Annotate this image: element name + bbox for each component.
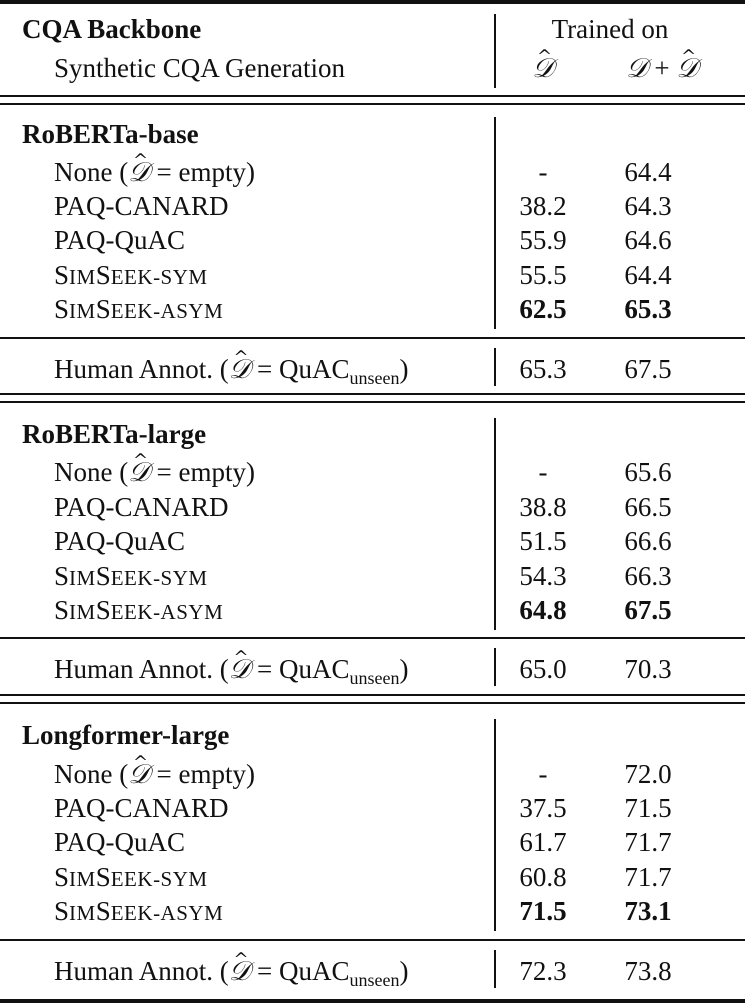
column-separator bbox=[494, 117, 496, 329]
section-2-double-rule-lower bbox=[0, 702, 745, 704]
cell-d-hat: 55.5 bbox=[519, 260, 567, 290]
sc-letter: S bbox=[95, 862, 111, 892]
top-rule bbox=[0, 0, 745, 4]
row-label-simseek-sym bbox=[54, 860, 208, 894]
sc-letter: S bbox=[95, 260, 111, 290]
cell-d-hat: 72.3 bbox=[519, 956, 567, 986]
human-prefix: Human Annot. ( bbox=[54, 956, 229, 986]
cell-d-hat: 51.5 bbox=[519, 526, 567, 556]
cell-d-hat: 54.3 bbox=[519, 561, 567, 591]
cell-d-plus-d-hat: 70.3 bbox=[624, 654, 672, 684]
sc-letter: S bbox=[54, 862, 70, 892]
bottom-rule bbox=[0, 999, 745, 1003]
sc-suffix: -ASYM bbox=[153, 901, 224, 925]
row-label-human-annot bbox=[54, 352, 409, 386]
section-2-double-rule-upper bbox=[0, 694, 745, 696]
none-suffix: = empty) bbox=[149, 759, 255, 789]
header-trained-on: Trained on bbox=[551, 14, 669, 44]
none-prefix: None ( bbox=[54, 759, 129, 789]
none-suffix: = empty) bbox=[149, 457, 255, 487]
subscript-unseen: unseen bbox=[349, 668, 400, 688]
section-1-double-rule-lower bbox=[0, 401, 745, 403]
row-label-simseek-asym bbox=[54, 292, 223, 326]
sc-letter: S bbox=[95, 294, 111, 324]
sc-letters: EEK bbox=[110, 600, 154, 624]
sc-letter: S bbox=[54, 595, 70, 625]
sc-letter: S bbox=[95, 595, 111, 625]
cell-d-hat: 38.8 bbox=[519, 492, 567, 522]
row-label-simseek-asym bbox=[54, 894, 223, 928]
cell-d-plus-d-hat-best: 67.5 bbox=[624, 595, 672, 625]
sc-suffix: -SYM bbox=[153, 265, 208, 289]
sc-suffix: -ASYM bbox=[153, 600, 224, 624]
cell-d-plus-d-hat: 64.6 bbox=[624, 225, 672, 255]
column-separator bbox=[494, 348, 496, 386]
column-separator bbox=[494, 719, 496, 931]
d-hat-symbol: ^ 𝒟 bbox=[128, 758, 150, 792]
row-label-none bbox=[54, 455, 255, 489]
cell-d-plus-d-hat: 66.3 bbox=[624, 561, 672, 591]
sc-letter: S bbox=[54, 294, 70, 324]
cell-d-plus-d-hat: 72.0 bbox=[624, 759, 672, 789]
sc-letters: EEK bbox=[110, 566, 154, 590]
sc-letters: IM bbox=[69, 299, 96, 323]
cell-d-plus-d-hat-best: 65.3 bbox=[624, 294, 672, 324]
cell-d-hat-best: 64.8 bbox=[519, 595, 567, 625]
section-1-double-rule-upper bbox=[0, 393, 745, 395]
cell-d-plus-d-hat: 71.7 bbox=[624, 862, 672, 892]
section-3-human-rule bbox=[0, 939, 745, 941]
row-label-none bbox=[54, 155, 255, 189]
section-2-human-rule bbox=[0, 637, 745, 639]
cell-d-hat: 37.5 bbox=[519, 793, 567, 823]
cell-d-hat: - bbox=[538, 759, 548, 789]
sc-letters: EEK bbox=[110, 901, 154, 925]
column-separator bbox=[494, 648, 496, 686]
cell-d-hat: 60.8 bbox=[519, 862, 567, 892]
row-label-none bbox=[54, 757, 255, 791]
cell-d-plus-d-hat: 64.4 bbox=[624, 260, 672, 290]
row-label-simseek-sym bbox=[54, 559, 208, 593]
row-label-human-annot bbox=[54, 652, 409, 686]
cell-d-hat: 65.3 bbox=[519, 354, 567, 384]
cell-d-hat: 38.2 bbox=[519, 191, 567, 221]
row-label-simseek-asym bbox=[54, 593, 223, 627]
section-title-longformer-large: Longformer-large bbox=[22, 720, 230, 750]
cell-d-hat-best: 62.5 bbox=[519, 294, 567, 324]
cell-d-plus-d-hat-best: 73.1 bbox=[624, 896, 672, 926]
cell-d-plus-d-hat: 64.4 bbox=[624, 157, 672, 187]
none-suffix: = empty) bbox=[149, 157, 255, 187]
cell-d-hat-best: 71.5 bbox=[519, 896, 567, 926]
section-title-roberta-large: RoBERTa-large bbox=[22, 419, 207, 449]
header-d-plus-d-hat bbox=[612, 51, 712, 85]
sc-letter: S bbox=[95, 561, 111, 591]
sc-letter: S bbox=[54, 561, 70, 591]
cell-d-plus-d-hat: 71.7 bbox=[624, 827, 672, 857]
d-hat-symbol: ^ 𝒟 bbox=[128, 156, 150, 190]
row-label-human-annot bbox=[54, 954, 409, 988]
row-label-paq-canard: PAQ-CANARD bbox=[54, 793, 229, 823]
sc-suffix: -SYM bbox=[153, 566, 208, 590]
section-title-roberta-base: RoBERTa-base bbox=[22, 119, 199, 149]
human-eq: = QuAC bbox=[250, 354, 350, 384]
human-close: ) bbox=[399, 956, 409, 986]
sc-letter: S bbox=[95, 896, 111, 926]
cell-d-plus-d-hat: 65.6 bbox=[624, 457, 672, 487]
subscript-unseen: unseen bbox=[349, 970, 400, 990]
column-separator bbox=[494, 418, 496, 630]
human-eq: = QuAC bbox=[250, 654, 350, 684]
row-label-paq-quac: PAQ-QuAC bbox=[54, 225, 186, 255]
none-prefix: None ( bbox=[54, 157, 129, 187]
sc-letters: EEK bbox=[110, 867, 154, 891]
sc-letters: EEK bbox=[110, 265, 154, 289]
human-close: ) bbox=[399, 654, 409, 684]
row-label-simseek-sym bbox=[54, 258, 208, 292]
cell-d-plus-d-hat: 64.3 bbox=[624, 191, 672, 221]
row-label-paq-quac: PAQ-QuAC bbox=[54, 827, 186, 857]
sc-letters: IM bbox=[69, 600, 96, 624]
human-close: ) bbox=[399, 354, 409, 384]
header-cqa-backbone: CQA Backbone bbox=[22, 14, 202, 44]
row-label-paq-canard: PAQ-CANARD bbox=[54, 191, 229, 221]
sc-letters: IM bbox=[69, 867, 96, 891]
cell-d-plus-d-hat: 66.6 bbox=[624, 526, 672, 556]
d-hat-symbol: ^ 𝒟 bbox=[229, 353, 251, 387]
d-hat-symbol: ^ 𝒟 bbox=[676, 52, 698, 86]
cell-d-hat: 61.7 bbox=[519, 827, 567, 857]
d-hat-symbol: ^ 𝒟 bbox=[532, 52, 554, 86]
header-double-rule-upper bbox=[0, 95, 745, 97]
plus-sign: + bbox=[647, 53, 677, 83]
sc-suffix: -SYM bbox=[153, 867, 208, 891]
d-hat-symbol: ^ 𝒟 bbox=[128, 456, 150, 490]
row-label-paq-canard: PAQ-CANARD bbox=[54, 492, 229, 522]
column-separator bbox=[494, 950, 496, 988]
header-synthetic-generation: Synthetic CQA Generation bbox=[54, 53, 345, 83]
human-prefix: Human Annot. ( bbox=[54, 354, 229, 384]
d-symbol: 𝒟 bbox=[626, 53, 648, 84]
cell-d-plus-d-hat: 66.5 bbox=[624, 492, 672, 522]
d-hat-symbol: ^ 𝒟 bbox=[229, 653, 251, 687]
none-prefix: None ( bbox=[54, 457, 129, 487]
cell-d-plus-d-hat: 71.5 bbox=[624, 793, 672, 823]
sc-letter: S bbox=[54, 896, 70, 926]
cell-d-hat: 65.0 bbox=[519, 654, 567, 684]
cell-d-plus-d-hat: 67.5 bbox=[624, 354, 672, 384]
section-1-human-rule bbox=[0, 337, 745, 339]
column-separator bbox=[494, 14, 496, 88]
subscript-unseen: unseen bbox=[349, 368, 400, 388]
cell-d-hat: 55.9 bbox=[519, 225, 567, 255]
sc-suffix: -ASYM bbox=[153, 299, 224, 323]
sc-letters: IM bbox=[69, 566, 96, 590]
sc-letters: IM bbox=[69, 265, 96, 289]
header-d-hat bbox=[503, 51, 583, 85]
d-hat-symbol: ^ 𝒟 bbox=[229, 955, 251, 989]
row-label-paq-quac: PAQ-QuAC bbox=[54, 526, 186, 556]
sc-letters: IM bbox=[69, 901, 96, 925]
human-prefix: Human Annot. ( bbox=[54, 654, 229, 684]
sc-letter: S bbox=[54, 260, 70, 290]
cell-d-hat: - bbox=[538, 157, 548, 187]
human-eq: = QuAC bbox=[250, 956, 350, 986]
header-double-rule-lower bbox=[0, 103, 745, 105]
cell-d-plus-d-hat: 73.8 bbox=[624, 956, 672, 986]
sc-letters: EEK bbox=[110, 299, 154, 323]
cell-d-hat: - bbox=[538, 457, 548, 487]
